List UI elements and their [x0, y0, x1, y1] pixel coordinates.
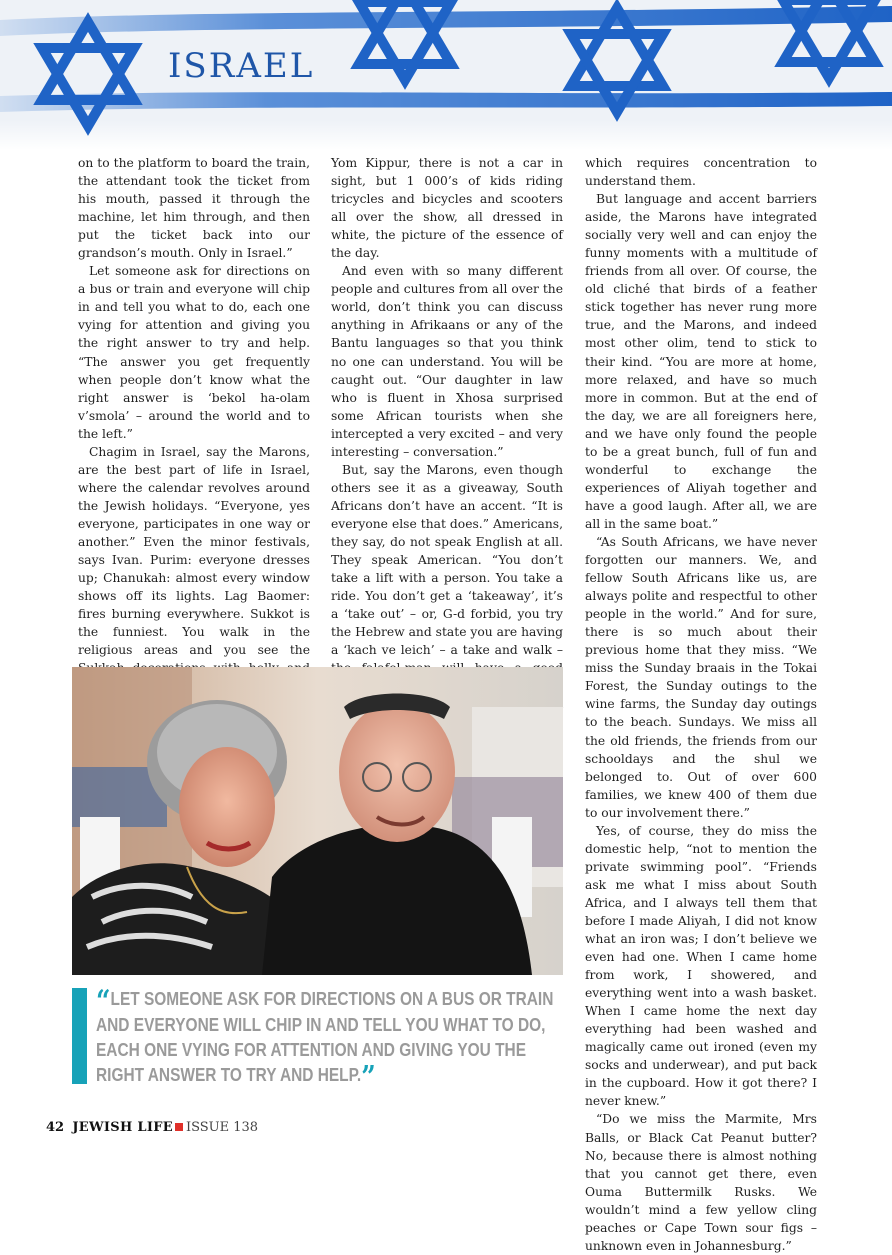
- red-square-marker: [175, 1123, 183, 1131]
- pull-quote: [72, 984, 554, 1095]
- open-quote-mark: “: [96, 984, 111, 1019]
- paragraph: Chagim in Israel, say the Marons, are the best part of life in Israel, where the calendar revolves around the Jewish holidays. “Everyone, yes everyone, participates in one way or another.” Even the minor festivals, says Ivan. Purim: everyone dresses up; Chanukah: almost every window shows off its lights. Lag Baomer: fires burning everywhere. Sukkot is the funniest. You walk in the religious areas and you see the: [78, 444, 310, 658]
- section-title: ISRAEL: [168, 46, 315, 86]
- article-column-1: [78, 154, 310, 750]
- flag-banner: [0, 0, 892, 150]
- page-footer: [46, 1120, 258, 1135]
- pull-quote-body: LET SOMEONE ASK FOR DIRECTIONS ON A BUS OR TRAIN AND EVERYONE WILL CHIP IN AND TELL YOU WHAT TO DO, EACH ONE VYING FOR ATTENTION AND GIVING YOU THE RIGHT ANSWER TO TRY AND HELP.: [96, 988, 554, 1085]
- page-number: 42: [46, 1120, 65, 1135]
- issue-number: ISSUE 138: [185, 1120, 259, 1135]
- paragraph: which requires concentration to understand them.: [585, 156, 817, 189]
- article-column-2: [331, 154, 563, 732]
- paragraph: And even with so many different people and cultures from all over the world, don’t think you can discuss anything in Afrikaans or any of the Bantu languages so that you think no one can understand. You will be caught out. “Our daughter in law who is fluent in Xhosa surprised some African tourists when she intercepted a very excited – and very interesting – conversation.”: [331, 264, 563, 459]
- article-column-3: [585, 154, 817, 1255]
- pull-quote-text: [96, 984, 556, 1095]
- paragraph: “As South Africans, we have never forgotten our manners. We, and fellow South Africans like us, are always polite and respectful to other people in the world.” And for sure, there is so much about their previous home that they miss. “We miss the Sunday braais in the Tokai Forest, the Sunday outings to the wine farms, the Sunday day outings to the beach. Sundays. We miss all the old friends, the friends from our schooldays and the shul we belonged to. Out of over 600 families, we knew 400 of them due to our involvement there.”: [585, 534, 817, 820]
- magazine-name: JEWISH LIFE: [72, 1120, 173, 1135]
- close-quote-mark: ”: [361, 1060, 376, 1095]
- paragraph: But language and accent barriers aside, the Marons have integrated socially very well and can enjoy the funny moments with a multitude of friends from all over. Of course, the old cliché that birds of a feather stick together has never rung more true, and the Marons, and indeed most other olim, tend to stick to their kind. “You are more at home, more relaxed, and have so much more in common. But at the end of the day, we are all foreigners here, and we have only found the people to be a great bunch, full of fun and wonderful to exchange the experiences of Aliyah together and have a good laugh. After all, we are all in the same boat.”: [585, 192, 817, 531]
- paragraph: Yes, of course, they do miss the domestic help, “not to mention the private swimming pool”. “Friends ask me what I miss about South Africa, and I always tell them that before I made Aliyah, I did not know what an iron was; I don’t believe we even had one. When I came home from work, I showered, and everything went into a wash basket. When I came home the next day everything had been washed and magically came out ironed (even my socks and underwear), and put back in the cupboard. How it got there? I never knew.”: [585, 823, 817, 1109]
- paragraph: Yom Kippur, there is not a car in sight, but 1 000’s of kids riding tricycles and bicycles and scooters all over the show, all dressed in white, the picture of the essence of the day.: [331, 156, 563, 261]
- paragraph: But, say the Marons, even though others see it as a giveaway, South Africans don’t have an accent. “It is everyone else that does.” Americans, they say, do not speak English at all. They speak American. “You don’t take a lift with a person. You take a ride. You don’t get a ‘takeaway’, it’s a ‘take out’ – or, G-d forbid, you try the Hebrew and state you are having a ‘kach ve leich’ – a take and walk –: [331, 462, 563, 658]
- couple-photo: [72, 667, 563, 975]
- paragraph: “Do we miss the Marmite, Mrs Balls, or Black Cat Peanut butter? No, because there is almost nothing that you cannot get there, even Ouma Buttermilk Rusks. We wouldn’t mind a few yellow cling peaches or Cape Town sour figs – unknown even in Johannesburg.”: [585, 1112, 817, 1253]
- paragraph: Let someone ask for directions on a bus or train and everyone will chip in and tell you what to do, each one vying for attention and giving you the right answer to try and help. “The answer you get frequently when people don’t know what the right answer is ‘bekol ha-olam v’smola’ – around the world and to the left.”: [78, 264, 310, 441]
- quote-accent-bar: [72, 988, 87, 1084]
- israel-flag-graphic: [0, 0, 892, 150]
- paragraph: on to the platform to board the train, the attendant took the ticket from his mouth, passed it through the machine, let him through, and then put the ticket back into our grandson’s mouth. Only in Israel.”: [78, 156, 310, 261]
